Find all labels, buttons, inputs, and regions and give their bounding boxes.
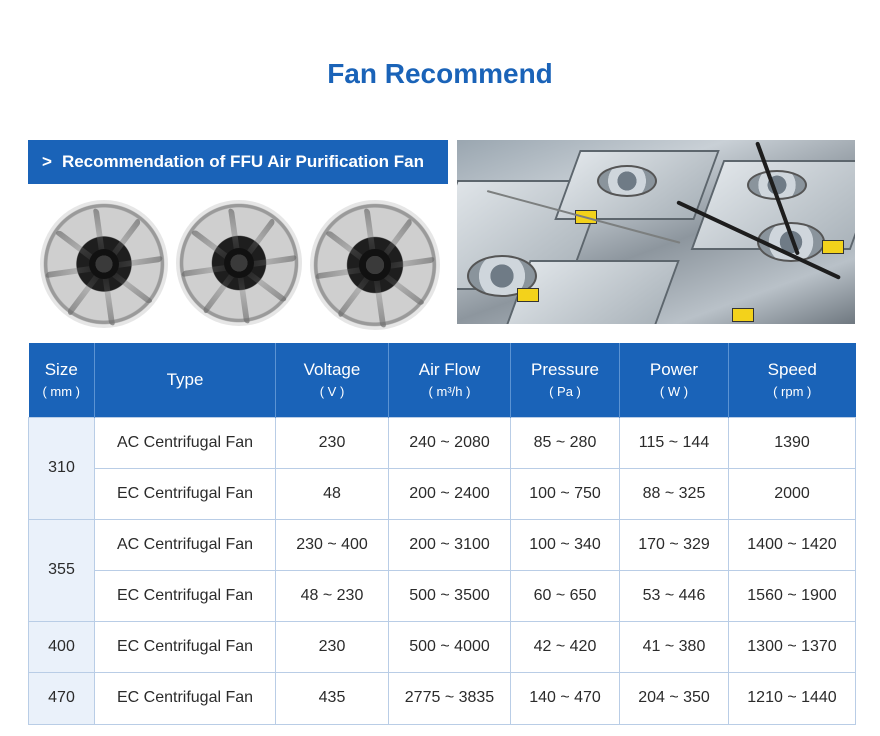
voltage-cell: 48: [276, 468, 389, 519]
column-header: Type: [95, 343, 276, 417]
centrifugal-fan-icon: [310, 200, 440, 330]
airflow-cell: 200 ~ 2400: [389, 468, 511, 519]
size-cell: 355: [29, 519, 95, 621]
speed-cell: 1300 ~ 1370: [729, 621, 856, 672]
table-row: [29, 570, 856, 621]
type-cell: EC Centrifugal Fan: [95, 468, 276, 519]
column-header: Voltage ( V ): [276, 343, 389, 417]
table-row: [29, 417, 856, 468]
column-header: Speed ( rpm ): [729, 343, 856, 417]
airflow-cell: 240 ~ 2080: [389, 417, 511, 468]
type-cell: EC Centrifugal Fan: [95, 570, 276, 621]
type-cell: AC Centrifugal Fan: [95, 417, 276, 468]
section-banner: [28, 140, 448, 184]
table-row: [29, 519, 856, 570]
voltage-cell: 230: [276, 621, 389, 672]
speed-cell: 1390: [729, 417, 856, 468]
size-cell: 400: [29, 621, 95, 672]
size-cell: 310: [29, 417, 95, 519]
speed-cell: 1210 ~ 1440: [729, 672, 856, 724]
ffu-ceiling-installation-photo: [457, 140, 855, 324]
speed-cell: 2000: [729, 468, 856, 519]
voltage-cell: 435: [276, 672, 389, 724]
pressure-cell: 100 ~ 750: [511, 468, 620, 519]
page-title: Fan Recommend: [327, 58, 553, 89]
table-header-row: [29, 343, 856, 417]
airflow-cell: 2775 ~ 3835: [389, 672, 511, 724]
fan-spec-table: [28, 343, 856, 725]
voltage-cell: 230: [276, 417, 389, 468]
column-header: Air Flow ( m³/h ): [389, 343, 511, 417]
airflow-cell: 500 ~ 4000: [389, 621, 511, 672]
type-cell: EC Centrifugal Fan: [95, 672, 276, 724]
centrifugal-fan-icon: [40, 200, 168, 328]
power-cell: 170 ~ 329: [620, 519, 729, 570]
pressure-cell: 85 ~ 280: [511, 417, 620, 468]
type-cell: EC Centrifugal Fan: [95, 621, 276, 672]
fan-hub: [224, 248, 254, 278]
pressure-cell: 140 ~ 470: [511, 672, 620, 724]
power-cell: 88 ~ 325: [620, 468, 729, 519]
speed-cell: 1400 ~ 1420: [729, 519, 856, 570]
fan-images: [30, 194, 450, 334]
chevron-right-icon: >: [42, 152, 52, 171]
power-cell: 204 ~ 350: [620, 672, 729, 724]
column-header: Size ( mm ): [29, 343, 95, 417]
table-row: [29, 468, 856, 519]
voltage-cell: 230 ~ 400: [276, 519, 389, 570]
table-row: [29, 672, 856, 724]
size-cell: 470: [29, 672, 95, 724]
column-header: Power ( W ): [620, 343, 729, 417]
fan-hub: [359, 249, 390, 280]
power-cell: 115 ~ 144: [620, 417, 729, 468]
speed-cell: 1560 ~ 1900: [729, 570, 856, 621]
section-banner-text: Recommendation of FFU Air Purification Fan: [61, 152, 424, 171]
pressure-cell: 60 ~ 650: [511, 570, 620, 621]
power-cell: 53 ~ 446: [620, 570, 729, 621]
centrifugal-fan-icon: [176, 200, 302, 326]
power-cell: 41 ~ 380: [620, 621, 729, 672]
column-header: Pressure ( Pa ): [511, 343, 620, 417]
type-cell: AC Centrifugal Fan: [95, 519, 276, 570]
pressure-cell: 42 ~ 420: [511, 621, 620, 672]
airflow-cell: 200 ~ 3100: [389, 519, 511, 570]
table-row: [29, 621, 856, 672]
pressure-cell: 100 ~ 340: [511, 519, 620, 570]
airflow-cell: 500 ~ 3500: [389, 570, 511, 621]
voltage-cell: 48 ~ 230: [276, 570, 389, 621]
